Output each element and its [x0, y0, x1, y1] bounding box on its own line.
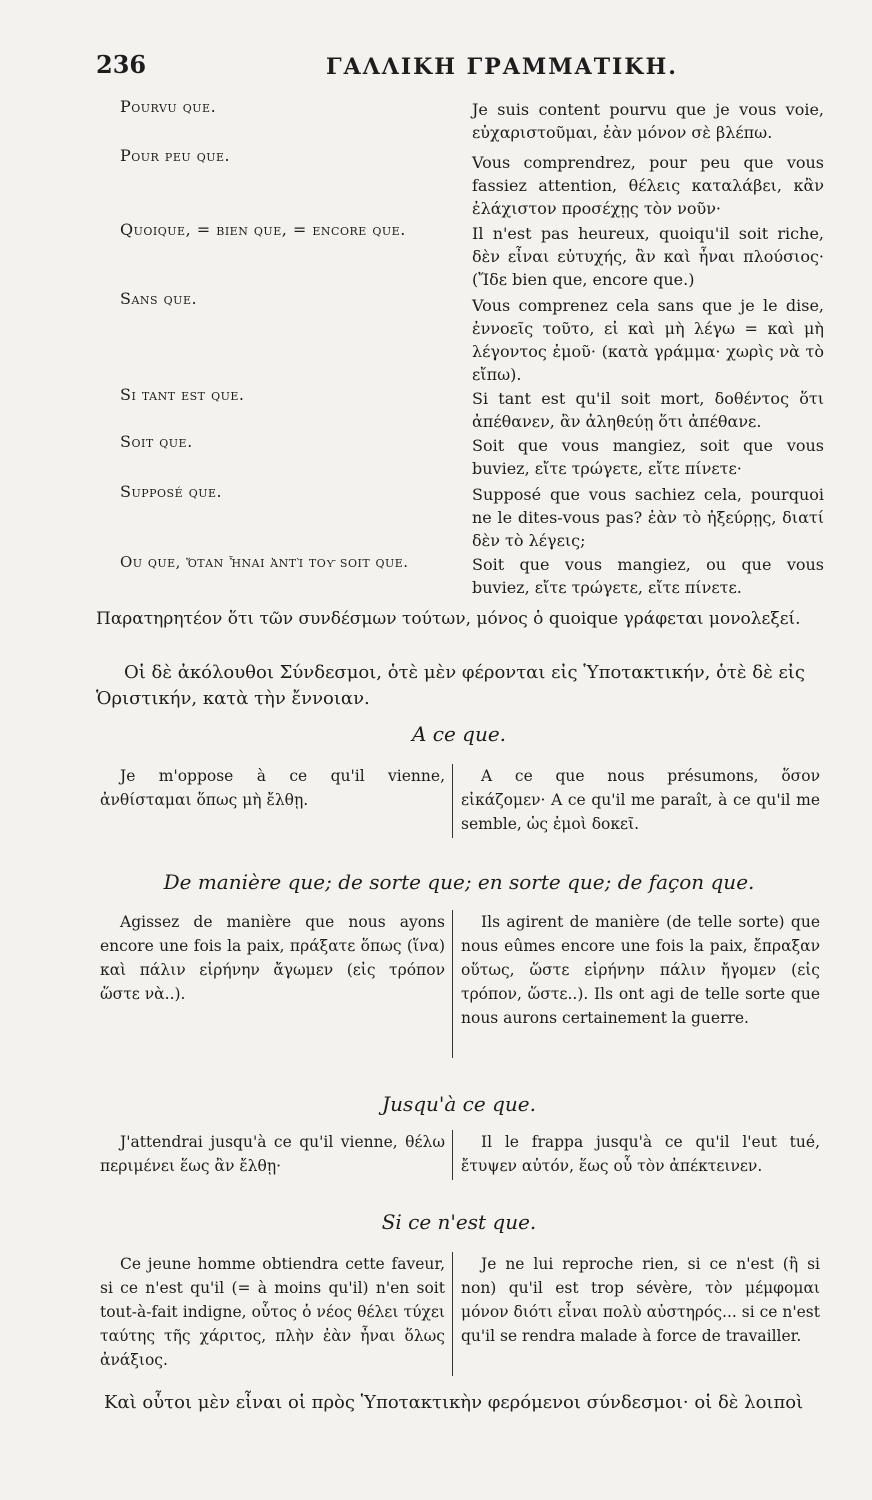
entry-label: Si tant est que.	[120, 385, 245, 404]
intro-paragraph: Οἱ δὲ ἀκόλουθοι Σύνδεσμοι, ὁτὲ μὲν φέρονται εἰς Ὑποτακτικήν, ὁτὲ δὲ εἰς Ὁριστικήν, κατὰ τὴν ἔννοιαν.	[96, 662, 805, 709]
entry-text: Soit que vous mangiez, soit que vous buviez, εἴτε τρώγετε, εἴτε πίνετε·	[472, 436, 824, 478]
entry-text: Supposé que vous sachiez cela, pourquoi ne le dites-vous pas? ἐὰν τὸ ἠξεύρῃς, διατί δὲν τὸ λέγεις;	[472, 485, 824, 550]
entry-label: Pourvu que.	[120, 97, 217, 116]
entry-label: Quoique, = bien que, = encore que.	[120, 220, 406, 239]
section-heading: A ce que.	[411, 722, 507, 746]
example-right: Ils agirent de manière (de telle sorte) que nous eûmes encore une fois la paix, ἔπραξαν οὕτως, ὥστε εἰρήνην πάλιν ἤγομεν (εἰς τρόπον, ὥστε..). Ils ont agi de telle sorte que nous aurons certainement la guerre.	[452, 910, 820, 1058]
entry-label: Soit que.	[120, 432, 193, 451]
page-number: 236	[96, 50, 147, 79]
entry-text: Je suis content pourvu que je vous voie, εὐχαριστοῦμαι, ἐὰν μόνον σὲ βλέπω.	[472, 100, 824, 142]
example-left: Je m'oppose à ce qu'il vienne, ἀνθίσταμαι ὅπως μὴ ἔλθῃ.	[100, 767, 445, 809]
entry-label: Supposé que.	[120, 482, 223, 501]
example-left: Agissez de manière que nous ayons encore une fois la paix, πράξατε ὅπως (ἵνα) καὶ πάλιν εἰρήνην ἄγωμεν (εἰς τρόπον ὥστε νὰ..).	[100, 913, 445, 1003]
section-heading: Si ce n'est que.	[381, 1210, 537, 1234]
example-right: Je ne lui reproche rien, si ce n'est (ἢ si non) qu'il est trop sévère, τὸν μέμφομαι μόνον διότι εἶναι πολὺ αὐστηρός... si ce n'est qu'il se rendra malade à force de travailler.	[452, 1252, 820, 1376]
entry-text: Si tant est qu'il soit mort, δοθέντος ὅτι ἀπέθανεν, ἂν ἀληθεύῃ ὅτι ἀπέθανε.	[472, 389, 824, 431]
final-line: Καὶ οὗτοι μὲν εἶναι οἱ πρὸς Ὑποτακτικὴν φερόμενοι σύνδεσμοι· οἱ δὲ λοιποὶ	[104, 1392, 804, 1413]
entry-text: Vous comprendrez, pour peu que vous fassiez attention, θέλεις καταλάβει, κἂν ἐλάχιστον προσέχῃς τὸν νοῦν·	[472, 153, 824, 218]
entry-text: Vous comprenez cela sans que je le dise, ἐννοεῖς τοῦτο, εἰ καὶ μὴ λέγω = καὶ μὴ λέγοντος ἐμοῦ· (κατὰ γράμμα· χωρὶς νὰ τὸ εἴπω).	[472, 296, 824, 384]
note-paragraph: Παρατηρητέον ὅτι τῶν συνδέσμων τούτων, μόνος ὁ quoique γράφεται μονολεξεί.	[96, 609, 801, 629]
example-left: Ce jeune homme obtiendra cette faveur, si ce n'est qu'il (= à moins qu'il) n'en soit tout-à-fait indigne, οὗτος ὁ νέος θέλει τύχει ταύτης τῆς χάριτος, πλὴν ἐὰν ἦναι ὅλως ἀνάξιος.	[100, 1255, 445, 1369]
example-left: J'attendrai jusqu'à ce qu'il vienne, θέλω περιμένει ἕως ἂν ἔλθῃ·	[100, 1133, 445, 1175]
example-right: A ce que nous présumons, ὅσον εἰκάζομεν· A ce qu'il me paraît, à ce qu'il me semble, ὡς ἐμοὶ δοκεῖ.	[452, 764, 820, 838]
example-right: Il le frappa jusqu'à ce qu'il l'eut tué, ἔτυψεν αὐτόν, ἕως οὗ τὸν ἀπέκτεινεν.	[452, 1130, 820, 1180]
entry-label: Ou que, ὅταν ἦναι ἀντὶ τοῦ soit que.	[120, 553, 409, 571]
section-heading: De manière que; de sorte que; en sorte que; de façon que.	[163, 870, 755, 894]
entry-label: Pour peu que.	[120, 146, 231, 165]
section-heading: Jusqu'à ce que.	[382, 1092, 536, 1116]
page-header	[96, 50, 816, 90]
running-title: ΓΑΛΛΙΚΗ ΓΡΑΜΜΑΤΙΚΗ.	[326, 54, 678, 80]
entry-label: Sans que.	[120, 289, 198, 308]
entry-text: Soit que vous mangiez, ou que vous buviez, εἴτε τρώγετε, εἴτε πίνετε.	[472, 555, 824, 597]
entry-text: Il n'est pas heureux, quoiqu'il soit riche, δὲν εἶναι εὐτυχής, ἂν καὶ ἦναι πλούσιος· (Ἴδε bien que, encore que.)	[472, 224, 824, 289]
